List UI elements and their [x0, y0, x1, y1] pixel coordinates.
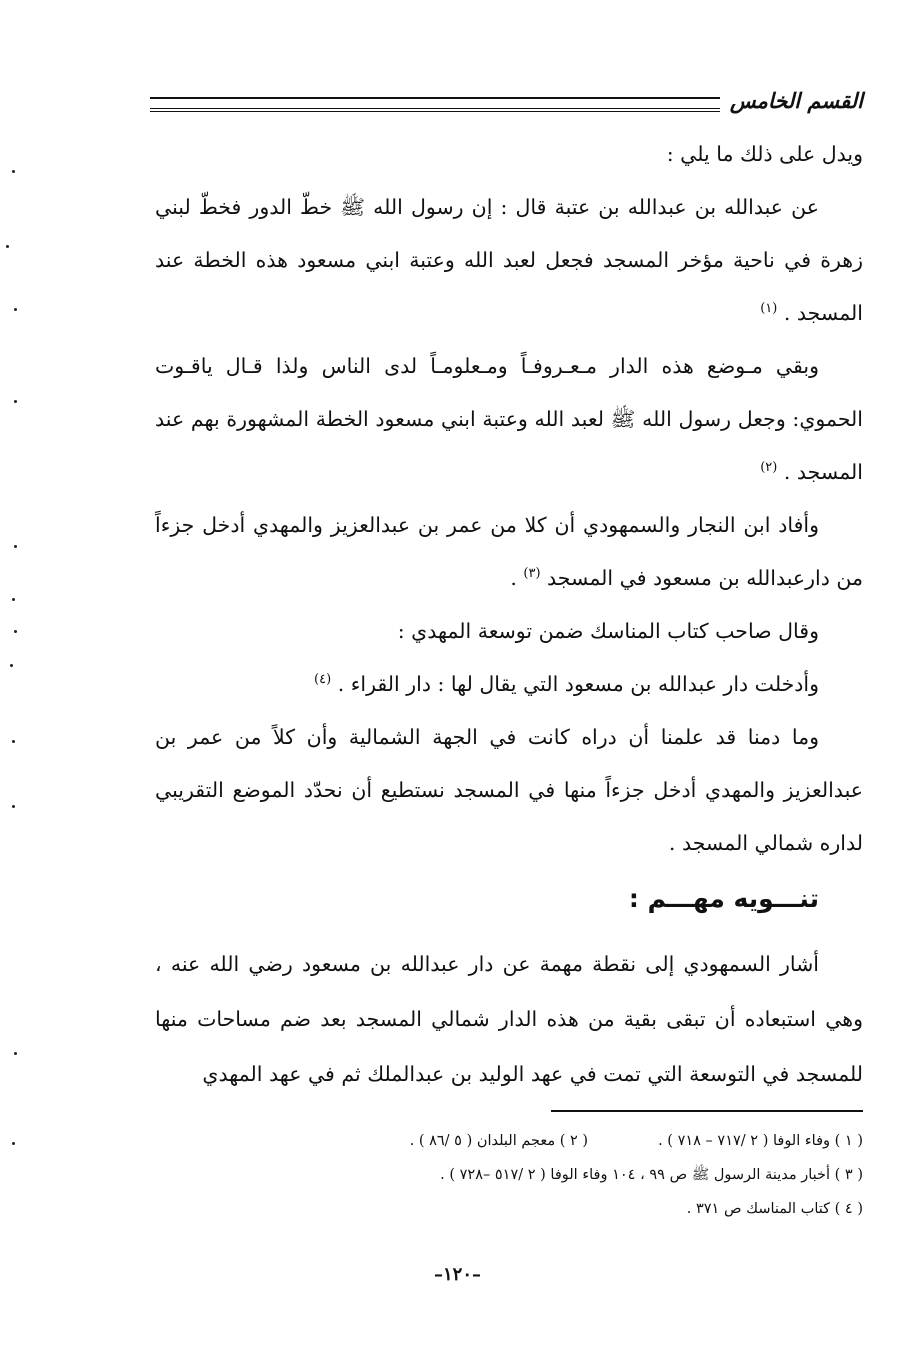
scan-speck: [12, 740, 15, 743]
footnote-ref: (١): [760, 301, 778, 317]
paragraph: وأدخلت دار عبدالله بن مسعود التي يقال لها : دار القراء . $^{(٤)}$: [314, 672, 819, 696]
scan-speck: [6, 245, 9, 248]
footnote-row: [150, 1124, 863, 1158]
paragraph: وقال صاحب كتاب المناسك ضمن توسعة المهدي :: [397, 619, 819, 643]
section-heading: تنـــويه مهـــم :: [628, 884, 819, 913]
scan-speck: [12, 170, 15, 173]
footnotes: [150, 1124, 863, 1226]
running-header: [150, 86, 863, 116]
header-rule: [150, 97, 720, 112]
footnote-1: ( ١ ) وفاء الوفا ( ٢ /٧١٧ – ٧١٨ ) .: [658, 1133, 863, 1149]
scan-speck: [14, 1052, 17, 1055]
footnote-ref: (٢): [760, 460, 778, 476]
footnote-ref: (٤): [314, 672, 332, 688]
main-text: [155, 128, 863, 870]
scan-speck: [12, 805, 15, 808]
scan-speck: [10, 664, 13, 667]
footnote-ref: (٣): [523, 566, 541, 582]
paragraph: عن عبدالله بن عبدالله بن عتبة قال : إن رسول الله ﷺ خطّ الدور فخطّ لبني زهرة في ناحية مؤخر المسجد فجعل لعبد الله وعتبة ابني مسعود هذه الخطة عند المسجد . $^{(١)}$: [155, 195, 863, 325]
page-number: –١٢٠–: [433, 1264, 481, 1285]
paragraph: وما دمنا قد علمنا أن دراه كانت في الجهة الشمالية وأن كلاً من عمر بن عبدالعزيز والمهدي أدخل جزءاً منها في المسجد نستطيع أن نحدّد الموضع التقريبي لداره شمالي المسجد .: [155, 725, 863, 855]
paragraph: وبقي مـوضع هذه الدار مـعـروفـاً ومـعلومـاً لدى الناس ولذا قـال ياقـوت الحموي: وجعل رسول الله ﷺ لعبد الله وعتبة ابني مسعود الخطة المشهورة بهم عند المسجد . $^{(٢)}$: [155, 354, 863, 484]
scan-speck: [14, 308, 17, 311]
paragraph: ويدل على ذلك ما يلي :: [666, 142, 863, 166]
footnote-2: ( ٢ ) معجم البلدان ( ٥ /٨٦ ) .: [409, 1133, 589, 1149]
scan-speck: [12, 1142, 15, 1145]
scan-speck: [12, 598, 15, 601]
section-title: القسم الخامس: [729, 89, 863, 113]
footnote-separator: [551, 1110, 863, 1112]
paragraph: أشار السمهودي إلى نقطة مهمة عن دار عبدالله بن مسعود رضي الله عنه ، وهي استبعاده أن تبقى بقية من هذه الدار شمالي المسجد بعد ضم مساحات منها للمسجد في التوسعة التي تمت في عهد الوليد بن عبدالملك ثم في عهد المهدي: [155, 952, 863, 1086]
footnote-3: ( ٣ ) أخبار مدينة الرسول ﷺ ص ٩٩ ، ١٠٤ وفاء الوفا ( ٢ /٥١٧ –٧٢٨ ) .: [440, 1167, 863, 1183]
scan-speck: [14, 400, 17, 403]
paragraph: وأفاد ابن النجار والسمهودي أن كلا من عمر بن عبدالعزيز والمهدي أدخل جزءاً من دارعبدالله بن مسعود في المسجد $^{(٣)}$ .: [155, 513, 863, 590]
scan-speck: [14, 630, 17, 633]
scan-speck: [14, 545, 17, 548]
footnote-4: ( ٤ ) كتاب المناسك ص ٣٧١ .: [686, 1201, 863, 1217]
section-text: [155, 937, 863, 1102]
